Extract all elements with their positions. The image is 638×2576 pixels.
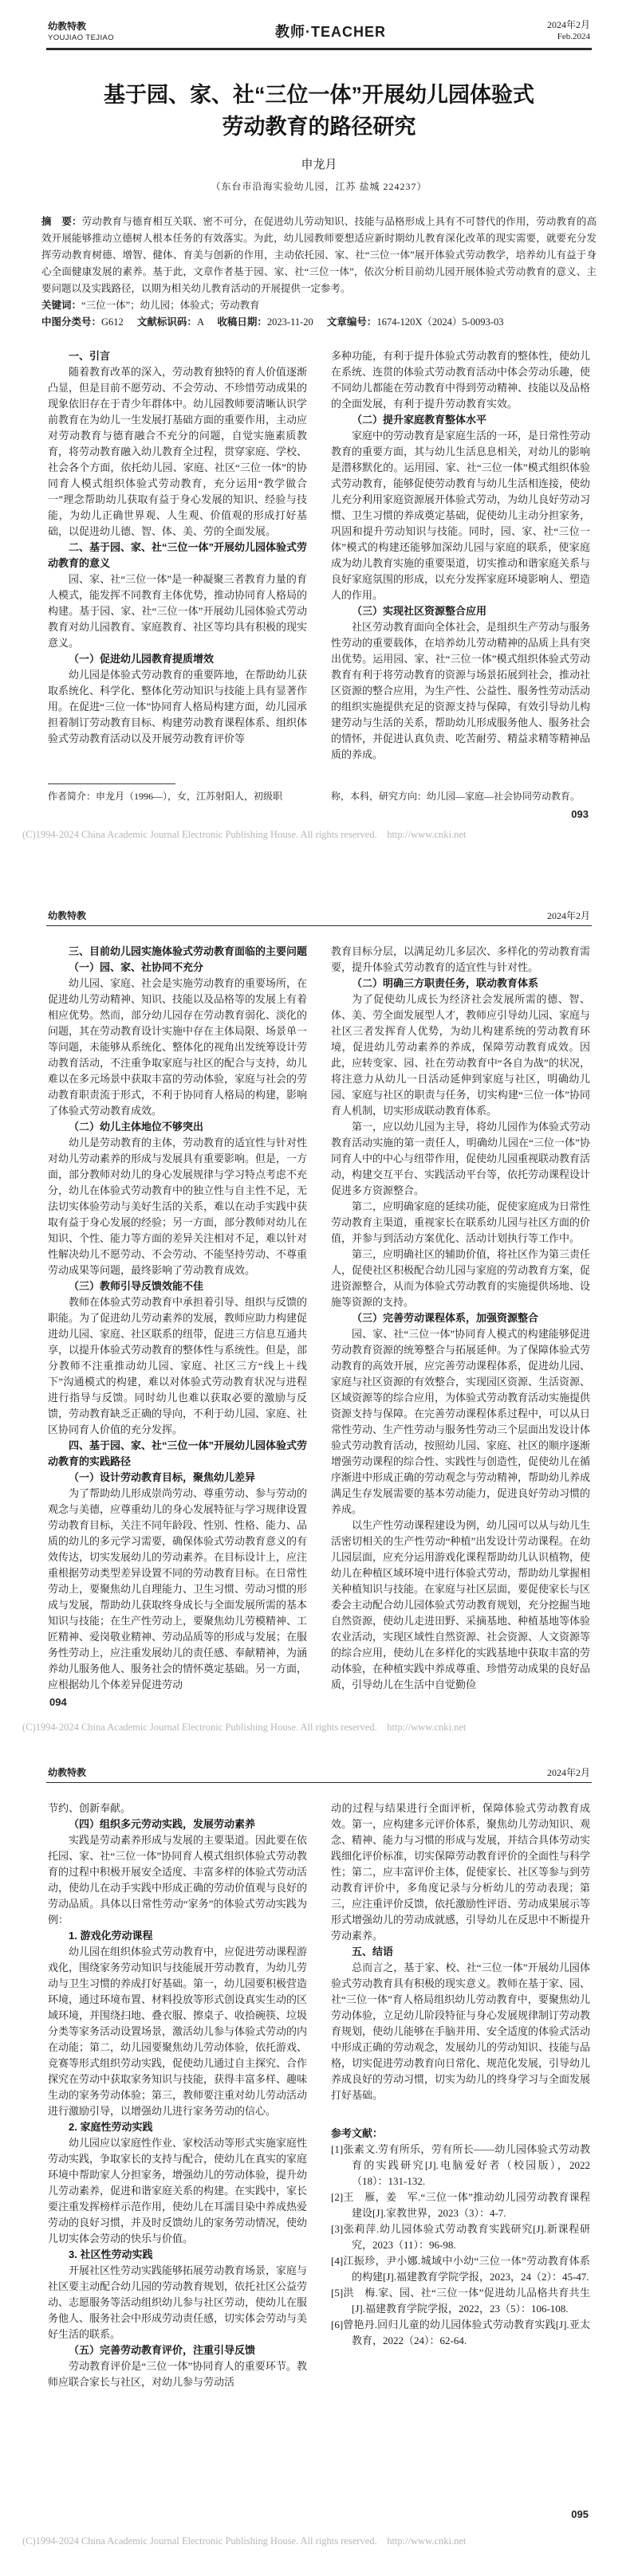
title-line-1: 基于园、家、社“三位一体”开展幼儿园体验式 xyxy=(104,83,534,107)
subsection-heading: （四）组织多元劳动实践，发展劳动素养 xyxy=(69,1818,256,1830)
paragraph: 教师在体验式劳动教育中承担着引导、组织与反馈的职能。为了促进幼儿劳动素养的发展，教师应助力构建促进幼儿园、家庭、社区联系的纽带，促进三方信息互通共享，以提升体验式劳动教育的整体性与系统性。但是，部分教师不注重推动幼儿园、家庭、社区三方“线上＋线下”沟通模式的构建，难以对体验式劳动教育状况与进程进行指导与反馈。同时幼儿也难以获取必要的激励与反馈，劳动教育缺乏正确的导向，不利于幼儿园、家庭、社区协同育人价值的充分发挥。 xyxy=(48,1296,307,1435)
classification-line xyxy=(41,314,597,331)
running-header xyxy=(0,893,638,922)
page-number: 094 xyxy=(49,1696,67,1708)
reference-item: [3]张莉萍.幼儿园体验式劳动教育实践研究[J].新课程研究，2023（11）：96-98. xyxy=(331,2223,590,2251)
header-rule xyxy=(46,925,592,926)
paragraph: 第三，应明确社区的辅助价值，将社区作为第三责任人，促使社区积极配合幼儿园与家庭的劳动教育方案，促进资源整合，从而为体验式劳动教育的实施提供场地、设施等资源的支持。 xyxy=(331,1248,590,1308)
copyright-line: (C)1994-2024 China Academic Journal Electronic Publishing House. All rights reserved. http://www.cnki.net xyxy=(22,1722,467,1733)
reference-item: [2]王 雁，姜 军.“三位一体”推动幼儿园劳动教育课程建设[J].家教世界，2023（3）：4-7. xyxy=(331,2191,590,2219)
body-column-right xyxy=(331,348,590,777)
article-no-label: 文章编号： xyxy=(326,316,377,328)
subsection-heading: （三）实现社区资源整合应用 xyxy=(352,605,487,617)
journal-title: 教师·TEACHER xyxy=(275,24,386,40)
paragraph: 第二，应明确家庭的延续功能，促使家庭成为日常性劳动教育主渠道，重视家长在联系幼儿园与社区方面的价值，并参与到活动方案优化、活动计划执行等工作中。 xyxy=(331,1200,590,1244)
body-column-left xyxy=(48,944,307,1702)
title-line-2: 劳动教育的路径研究 xyxy=(222,115,416,139)
reference-item: [6]曾艳丹.回归儿童的幼儿园体验式劳动教育实践[J].亚太教育，2022（24）：62-64. xyxy=(331,2319,590,2346)
reference-item: [1]张素文.劳有所乐，劳有所长——幼儿园体验式劳动教育的实践研究[J].电脑爱好者（校园版），2022（18）：131-132. xyxy=(331,2143,590,2187)
paragraph: 实践是劳动素养形成与发展的主要渠道。因此要在依托园、家、社“三位一体”协同育人模式组织体验式劳动教育的过程中积极开展安全适度、丰富多样的体验式劳动活动，使幼儿在动手实践中形成正确的劳动价值观与良好的劳动品质。具体以日常性劳动“家务”的体验式劳动实践为例： xyxy=(48,1834,307,1926)
clc-value: G612 xyxy=(101,316,124,328)
date-cn: 2024年2月 xyxy=(546,19,590,30)
running-header-date: 2024年2月 xyxy=(546,1767,590,1778)
journal-header xyxy=(0,0,638,43)
paragraph: 总而言之，基于家、校、社“三位一体”开展幼儿园体验式劳动教育具有积极的现实意义。教师在基于家、园、社“三位一体”育人格局组织幼儿劳动教育中，要聚焦幼儿劳动体验，立足幼儿阶段特征与身心发展规律制订劳动教育规划，使幼儿能够在手脑并用、安全适度的体验式活动中形成正确的劳动观念，发展幼儿的劳动知识、技能与品格，切实促进劳动教育向日常化、规范化发展，引导幼儿养成良好的劳动习惯，切实为幼儿的终身学习与全面发展打好基础。 xyxy=(331,1961,590,2101)
masthead-en: YOUJIAO TEJIAO xyxy=(48,33,115,42)
received-value: 2023-11-20 xyxy=(266,316,313,328)
paragraph: 以生产性劳动课程建设为例，幼儿园可以从与幼儿生活密切相关的生产性劳动“种植”出发设计劳动课程。在幼儿园层面，应充分运用游戏化课程帮助幼儿认识植物，使幼儿在种植区域环境中进行体验式劳动，帮助幼儿掌握相关种植知识与技能。在家庭与社区层面，要促使家长与区委会主动配合幼儿园体验式劳动教育规划，充分挖掘当地自然资源，使幼儿走进田野、采摘基地、种植基地等体验农业活动，实现区域性自然资源、社会资源、人文资源等的综合应用，使幼儿在多样化的实践基地中获取丰富的劳动体验，在种植实践中养成尊重、珍惜劳动成果的良好品质，引导幼儿在生活中自觉勤俭 xyxy=(331,1519,590,1690)
author-note xyxy=(0,783,638,804)
journal-date xyxy=(547,19,590,43)
running-header-journal: 幼教特教 xyxy=(48,910,87,921)
footnote-rule xyxy=(48,783,175,784)
paragraph: 为了促使幼儿成长为经济社会发展所需的德、智、体、美、劳全面发展型人才，教师应引导幼儿园、家庭与社区三者发挥育人优势，为幼儿构建系统的劳动教育环境，促进幼儿劳动素养的养成，保障劳动教育成效。因此，应转变家、园、社在劳动教育中“各自为战”的状况，将注意力从幼儿一日活动延伸到家庭与社区，明确幼儿园、家庭与社区的职责与任务，切实构建“三位一体”协同育人机制，切实形成联动教育体系。 xyxy=(331,993,590,1117)
clc-label: 中图分类号： xyxy=(41,316,102,328)
paragraph: 为了帮助幼儿形成崇尚劳动、尊重劳动、参与劳动的观念与美德，应尊重幼儿的身心发展特征与学习规律设置劳动教育目标，关注不同年龄段、性别、性格、能力、品质的幼儿的多元学习需要，确保体验式劳动教育意义的有效传达，切实发展幼儿的劳动素养。在目标设计上，应注重根据劳动类型差异设置不同的劳动教育目标。在日常性劳动上，要聚焦幼儿自理能力、卫生习惯、劳动习惯的形成与发展，帮助幼儿获取终身成长与全面发展所需的基本知识与技能；在生产性劳动上，要聚焦幼儿劳模精神、工匠精神、爱岗敬业精神、劳动品质等的形成与发展；在服务性劳动上，应注重发展幼儿的责任感、奉献精神，为涵养幼儿服务他人、服务社会的情怀奠定基础。另一方面，应根据幼儿个体差异促进劳动 xyxy=(48,1487,307,1690)
paragraph: 园、家、社“三位一体”是一种凝聚三者教育力量的育人模式，能发挥不同教育主体优势，推动协同育人格局的构建。基于园、家、社“三位一体”开展幼儿园体验式劳动教育对幼儿园教育、家庭教育、社区等均具有积极的现实意义。 xyxy=(48,573,307,649)
abstract-label: 摘 要： xyxy=(41,216,82,227)
subsection-heading: （二）明确三方职责任务，联动教育体系 xyxy=(352,977,539,989)
page-1 xyxy=(0,0,638,893)
paragraph: 社区劳动教育面向全体社会，是组织生产劳动与服务性劳动的重要载体，在培养幼儿劳动精神的品质上具有突出优势。运用园、家、社“三位一体”模式组织体验式劳动教育有利于将劳动教育的资源与场景拓展到社会，推动社区资源的整合应用，为生产性、公益性、服务性劳动活动的组织实施提供充足的资源支持与保障，有效引导幼儿构建劳动与生活的关系，帮助幼儿形成服务他人、服务社会的情怀，并促进认真负责、吃苦耐劳、精益求精等精神品质的养成。 xyxy=(331,621,590,760)
journal-masthead xyxy=(48,21,114,43)
author-note-text-left: 作者简介：申龙月（1996—），女，江苏射阳人，初级职 xyxy=(48,791,283,802)
date-en: Feb.2024 xyxy=(557,32,590,41)
author-note-right xyxy=(331,789,590,804)
section-heading: 一、引言 xyxy=(69,350,111,362)
paragraph: 随着教育改革的深入，劳动教育独特的育人价值逐渐凸显，但是目前不愿劳动、不会劳动、不珍惜劳动成果的现象依旧存在于青少年群体中。幼儿园教师要清晰认识学前教育在为幼儿一生发展打基础方面的重要作用，主动应对劳动教育与德育融合不充分的问题，自觉实施素质教育，将劳动教育融入幼儿教育全过程，贯穿家庭、学校、社会各个方面，依托幼儿园、家庭、社区“三位一体”的协同育人模式组织体验式劳动教育，充分运用“教学做合一”理念帮助幼儿获取有益于身心发展的知识、经验与技能，为幼儿正确世界观、人生观、价值观的形成打好基础，以促进幼儿德、智、体、美、劳的全面发展。 xyxy=(48,366,307,537)
section-heading: 三、目前幼儿园实施体验式劳动教育面临的主要问题 xyxy=(69,945,307,957)
keywords xyxy=(41,297,597,314)
masthead-cn: 幼教特教 xyxy=(48,21,87,32)
reference-item: [4]江振珍，尹小娜.城域中小幼“三位一体”劳动教育体系的构建[J].福建教育学院学报，2023，24（2）：45-47. xyxy=(331,2255,590,2283)
paragraph: 开展社区性劳动实践能够拓展劳动教育场景，家庭与社区要主动配合幼儿园的劳动教育规划，依托社区公益劳动、志愿服务等活动组织幼儿参与社区劳动，使幼儿在服务他人、服务社会中形成劳动责任感，切实体会劳动与美好生活的联系。 xyxy=(48,2264,307,2340)
running-header-date: 2024年2月 xyxy=(546,910,590,921)
abstract xyxy=(41,214,597,297)
paragraph: 幼儿是劳动教育的主体，劳动教育的适宜性与针对性对幼儿劳动素养的形成与发展具有重要影响。但是，一方面，部分教师对幼儿的身心发展规律与学习特点考虑不充分，幼儿在体验式劳动教育中的独立性与自主性不足，无法切实体验劳动与美好生活的关系，难以在动手实践中获取有益于身心发展的经验；另一方面，部分教师对幼儿在知识、个性、能力等方面的差异关注相对不足，难以针对性解决幼儿不愿劳动、不会劳动、不能坚持劳动、不尊重劳动成果等问题，最终影响了劳动教育成效。 xyxy=(48,1137,307,1276)
subsection-heading: （五）完善劳动教育评价，注重引导反馈 xyxy=(69,2344,256,2356)
subsection-heading: （一）设计劳动教育目标，聚焦幼儿差异 xyxy=(69,1471,256,1483)
article-title xyxy=(24,79,614,143)
body-column-left xyxy=(48,348,307,777)
author-name: 申龙月 xyxy=(301,159,337,171)
paragraph: 幼儿园在组织体验式劳动教育中，应促进劳动课程游戏化，围绕家务劳动知识与技能展开劳动教育，为幼儿劳动与卫生习惯的养成打好基础。第一，幼儿园要积极营造环境，通过环境布置、材料投放等形式创设真实生动的区域环境，并围绕扫地、叠衣服、擦桌子、收拾碗筷、垃圾分类等家务活动设置场景，激活幼儿参与体验式劳动的内在动能；第二，幼儿园要聚焦幼儿劳动体验，依托游戏、竞赛等形式组织劳动实践，促使幼儿通过自主探究、合作探究在劳动中获取家务知识与技能，获得丰富多样、趣味生动的家务劳动体验；第三，教师要注重对幼儿劳动活动进行激励引导，以增强幼儿进行家务劳动的信心。 xyxy=(48,1946,307,2117)
numbered-heading: 1. 游戏化劳动课程 xyxy=(69,1930,153,1942)
section-heading: 四、基于园、家、社“三位一体”开展幼儿园体验式劳动教育的实践路径 xyxy=(48,1439,307,1467)
header-rule xyxy=(46,48,592,50)
subsection-heading: （一）园、家、社协同不充分 xyxy=(69,961,204,973)
body-column-right xyxy=(331,1800,590,2511)
numbered-heading: 3. 社区性劳动实践 xyxy=(69,2248,153,2260)
keywords-text: “三位一体”；幼儿园；体验式；劳动教育 xyxy=(81,300,260,311)
paragraph: 园、家、社“三位一体”协同育人模式的构建能够促进劳动教育资源的统筹整合与拓展延伸。为了保障体验式劳动教育的高效开展，应完善劳动课程体系，促进幼儿园、家庭与社区资源的有效整合，实现园区资源、生活资源、区域资源等的综合应用，为体验式劳动教育活动实施提供资源支持与保障。在完善劳动课程体系过程中，可以从日常性劳动、生产性劳动与服务性劳动三个层面出发设计体验式劳动教育活动，按照幼儿园、家庭、社区的顺序逐渐增强劳动课程的综合性、实践性与创造性，促使幼儿在循序渐进中形成正确的劳动观念与劳动精神，帮助幼儿养成满足生存发展需要的基本劳动能力，促进良好劳动习惯的养成。 xyxy=(331,1328,590,1515)
paragraph: 幼儿园应以家庭性作业、家校活动等形式实施家庭性劳动实践，争取家长的支持与配合，使幼儿在真实的家庭环境中帮助家人分担家务，增强幼儿的劳动体验，提升幼儿劳动素养，促进和谐家庭关系的构建。在实践中，家长要注重发挥榜样示范作用，使幼儿在耳濡目染中养成热爱劳动的良好习惯，并及时反馈幼儿的家务劳动情况，使幼儿切实体会劳动的快乐与价值。 xyxy=(48,2137,307,2244)
paragraph: 第一，应以幼儿园为主导，将幼儿园作为体验式劳动教育活动实施的第一责任人，明确幼儿园在“三位一体”协同育人中的中心与纽带作用，促使幼儿园重视联动教育活动，构建交互平台、实践活动平台等，依托劳动课程设计促进多方资源整合。 xyxy=(331,1121,590,1196)
author-note-text-right: 称，本科，研究方向：幼儿园—家庭—社会协同劳动教育。 xyxy=(331,791,581,802)
section-heading: 二、基于园、家、社“三位一体”开展幼儿园体验式劳动教育的意义 xyxy=(48,541,307,569)
article-no-value: 1674-120X（2024）5-0093-03 xyxy=(376,316,504,328)
paragraph: 劳动教育评价是“三位一体”协同育人的重要环节。教师应联合家长与社区，对幼儿参与劳动活 xyxy=(48,2360,307,2388)
doc-code-value: A xyxy=(196,316,204,328)
copyright-line: (C)1994-2024 China Academic Journal Electronic Publishing House. All rights reserved. http://www.cnki.net xyxy=(22,2535,467,2547)
page-2 xyxy=(0,893,638,1749)
body-column-left xyxy=(48,1800,307,2511)
subsection-heading: （一）促进幼儿园教育提质增效 xyxy=(69,653,215,665)
body-columns xyxy=(0,348,638,777)
body-columns xyxy=(0,944,638,1702)
paragraph: 动的过程与结果进行全面评析，保障体验式劳动教育成效。第一，应构建多元评价体系，聚焦幼儿劳动知识、观念、精神、能力与习惯的形成与发展，并结合具体劳动实践细化评价标准，切实保障劳动教育评价的全面性与科学性；第二，应丰富评价主体，促使家长、社区等参与到劳动教育评价中，多角度记录与分析幼儿的劳动表现；第三，应注重评价反馈，依托激励性评语、劳动成果展示等形式增强幼儿的劳动成就感，引导幼儿在反思中不断提升劳动素养。 xyxy=(331,1802,590,1942)
paragraph: 幼儿园是体验式劳动教育的重要阵地，在帮助幼儿获取系统化、科学化、整体化劳动知识与技能上具有显著作用。在促进“三位一体”协同育人格局构建方面，幼儿园承担着制订劳动教育目标、构建劳动教育课程体系、组织体验式劳动教育活动以及开展劳动教育评价等 xyxy=(48,669,307,744)
section-heading: 五、结语 xyxy=(352,1946,394,1958)
subsection-heading: （二）提升家庭教育整体水平 xyxy=(352,414,487,426)
received-label: 收稿日期： xyxy=(217,316,267,328)
running-header-journal: 幼教特教 xyxy=(48,1767,87,1778)
paragraph: 家庭中的劳动教育是家庭生活的一环，是日常性劳动教育的重要方面，其与幼儿生活息息相关，对幼儿的影响是潜移默化的。运用园、家、社“三位一体”模式组织体验式劳动教育，能够促使劳动教育与幼儿生活相连接，使幼儿充分利用家庭资源展开体验式劳动，为幼儿良好劳动习惯、卫生习惯的养成奠定基础，促使幼儿主动分担家务，巩固和提升劳动知识与技能。同时，园、家、社“三位一体”模式的构建还能够加深幼儿园与家庭的联系，使家庭成为幼儿教育实施的重要渠道，切实推动和谐家庭关系与良好家庭氛围的形成，以充分发挥家庭环境影响人、塑造人的作用。 xyxy=(331,430,590,601)
subsection-heading: （三）教师引导反馈效能不佳 xyxy=(69,1280,204,1292)
copyright-line: (C)1994-2024 China Academic Journal Electronic Publishing House. All rights reserved. http://www.cnki.net xyxy=(22,829,467,840)
references-label: 参考文献： xyxy=(331,2127,384,2139)
body-column-right xyxy=(331,944,590,1702)
author-note-left xyxy=(48,783,307,804)
page-number: 093 xyxy=(571,808,589,820)
paragraph: 幼儿园、家庭、社会是实施劳动教育的重要场所，在促进幼儿劳动精神、知识、技能以及品格等的发展上有着相应优势。然而，部分幼儿园存在劳动教育弱化、淡化的问题，其在劳动教育设计实施中存在主体局限、场景单一等问题，未能够从系统化、整体化的视角出发统筹设计劳动教育活动，不注重争取家庭与社区的配合与支持，幼儿难以在多元场景中获取丰富的劳动体验，家庭与社会的劳动教育职责流于形式，不利于协同育人格局的构建，影响了体验式劳动教育成效。 xyxy=(48,977,307,1117)
page-3 xyxy=(0,1749,638,2576)
subsection-heading: （三）完善劳动课程体系，加强资源整合 xyxy=(352,1312,539,1324)
body-columns xyxy=(0,1800,638,2511)
doc-code-label: 文献标识码： xyxy=(136,316,197,328)
article-meta xyxy=(0,214,638,331)
header-rule xyxy=(46,1782,592,1783)
numbered-heading: 2. 家庭性劳动实践 xyxy=(69,2121,153,2133)
paragraph: 教育目标分层，以满足幼儿多层次、多样化的劳动教育需要，提升体验式劳动教育的适宜性与针对性。 xyxy=(331,945,590,973)
paragraph: 节约、创新奉献。 xyxy=(48,1802,132,1814)
affiliation: （东台市沿海实验幼儿园，江苏 盐城 224237） xyxy=(211,181,427,192)
page-number: 095 xyxy=(571,2508,589,2520)
abstract-text: 劳动教育与德育相互关联、密不可分，在促进幼儿劳动知识、技能与品格形成上具有不可替代的作用，劳动教育的高效开展能够推动立德树人根本任务的有效落实。为此，幼儿园教师要想适应新时期幼儿教育深化改革的现实需要，就要充分发挥劳动教育树德、增智、健体、育美与创新的作用，主动依托园、家、社“三位一体”展开体验式劳动教学，培养幼儿有益于身心全面健康发展的素养。基于此，文章作者基于园、家、社“三位一体”，依次分析目前幼儿园开展体验式劳动教育的意义、主要问题以及实践路径，以期为相关幼儿教育活动的开展提供一定参考。 xyxy=(41,216,597,294)
subsection-heading: （二）幼儿主体地位不够突出 xyxy=(69,1121,204,1133)
reference-item: [5]洪 梅.家、园、社“三位一体”促进幼儿品格共育共生[J].福建教育学院学报，2022，23（5）：106-108. xyxy=(331,2287,590,2315)
keywords-label: 关键词： xyxy=(41,300,82,311)
running-header xyxy=(0,1749,638,1779)
paragraph: 多种功能，有利于提升体验式劳动教育的整体性，使幼儿在系统、连贯的体验式劳动教育活动中体会劳动乐趣，使不同幼儿都能在劳动教育中得到劳动精神、技能以及品格的全面发展，有利于提升劳动教育实效。 xyxy=(331,350,590,410)
